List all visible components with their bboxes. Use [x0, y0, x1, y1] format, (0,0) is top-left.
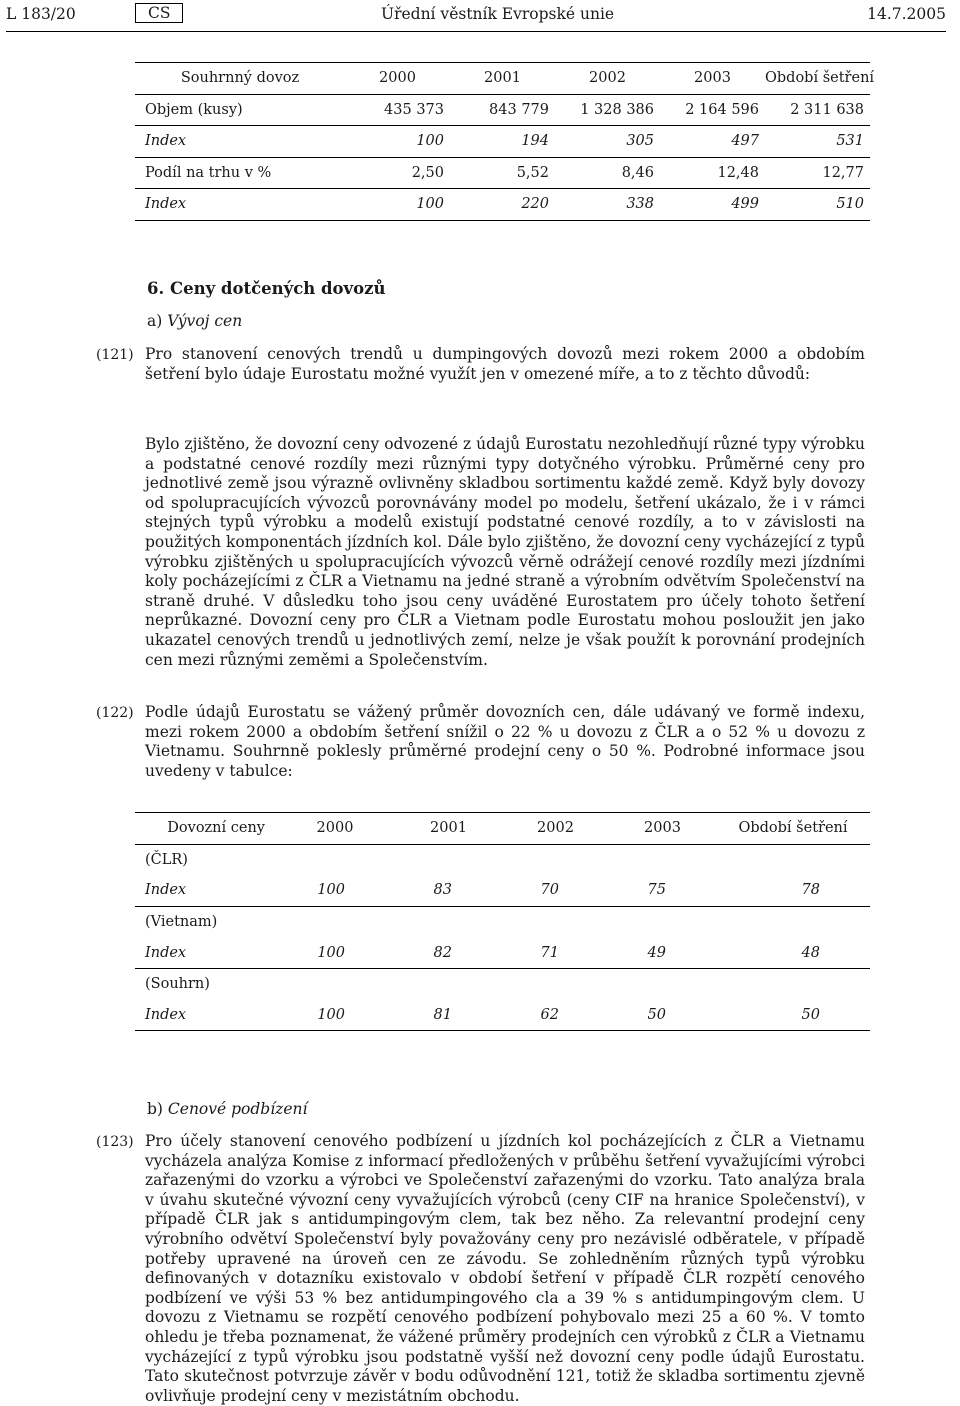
language-code: CS: [135, 3, 183, 23]
column-header: 2001: [395, 813, 502, 845]
table-cell: 338: [555, 189, 660, 221]
table-cell: 50: [609, 1000, 716, 1031]
row-label: Index: [135, 189, 345, 221]
table-cell: 100: [345, 126, 450, 158]
table-row: [135, 157, 870, 189]
column-header: Období šetření: [716, 813, 870, 845]
table-cell: 78: [716, 875, 870, 906]
table-cell: 83: [395, 875, 502, 906]
table-row: [135, 189, 870, 221]
group-row: [135, 906, 870, 937]
column-header: Dovozní ceny: [135, 813, 275, 845]
group-label: (Souhrn): [145, 976, 210, 993]
group-row: [135, 844, 870, 875]
table-cell: 12,77: [765, 157, 870, 189]
subsection-heading-b: [147, 1100, 307, 1118]
paragraph-123: Pro účely stanovení cenového podbízení u jízdních kol pocházejících z ČLR a Vietnamu vycházela analýza Komise z informací předložených v průběhu šetření vyvažujícími výrobci zařazenými do vzorku a výrobci ve Společenství zařazenými do vzorku. Tato analýza brala v úvahu skutečné vývozní ceny vyvažujících výrobců (ceny CIF na hranice Společenství), v případě ČLR jak s antidumpingovým clem, tak bez něho. Za relevantní prodejní ceny výrobního odvětví Společenství byly považovány ceny pro nezávislé odběratele, v případě potřeby upravené na úroveň cen ze závodu. Se zohledněním různých typů výrobku definovaných v dotazníku existovalo v období šetření v případě ČLR rozpětí cenového podbízení ve výši 53 % bez antidumpingového cla a 39 % s antidumpingovým clem. U dovozu z Vietnamu se rozpětí cenového podbízení pohybovalo mezi 25 a 60 %. V tomto ohledu je třeba poznamenat, že vážené průměry prodejních cen výrobků z ČLR a Vietnamu vycházející z typů výrobku jsou podstatně vyšší než dovozní ceny podle údajů Eurostatu. Tato skutečnost potvrzuje závěr v bodu odůvodnění 121, totiž že skladba sortimentu zjevně ovlivňuje prodejní ceny v mezistátním obchodu.: [145, 1132, 865, 1405]
table-row: [135, 1000, 870, 1031]
row-label: Index: [135, 875, 275, 906]
group-row: [135, 968, 870, 999]
group-label: (Vietnam): [145, 914, 218, 931]
table-cell: 70: [502, 875, 609, 906]
paragraph-number: (122): [96, 705, 134, 721]
row-label: Index: [135, 126, 345, 158]
paragraph-122: Podle údajů Eurostatu se vážený průměr dovozních cen, dále udávaný ve formě indexu, mezi rokem 2000 a obdobím šetření snížil o 22 % u dovozu z ČLR a o 52 % u dovozu z Vietnamu. Souhrnně poklesly průměrné prodejní ceny o 50 %. Podrobné informace jsou uvedeny v tabulce:: [145, 703, 865, 780]
table-cell: 531: [765, 126, 870, 158]
paragraph-121-intro: Pro stanovení cenových trendů u dumpingových dovozů mezi rokem 2000 a obdobím šetření bylo údaje Eurostatu možné využít jen v omezené míře, a to z těchto důvodů:: [145, 345, 865, 383]
column-header: 2002: [555, 63, 660, 95]
row-label: Index: [135, 937, 275, 968]
row-label: Podíl na trhu v %: [135, 157, 345, 189]
subsection-letter: b): [147, 1100, 163, 1118]
table-cell: 71: [502, 937, 609, 968]
column-header: 2003: [609, 813, 716, 845]
table-cell: 100: [275, 1000, 395, 1031]
table-cell: 843 779: [450, 94, 555, 126]
table-cell: 62: [502, 1000, 609, 1031]
subsection-letter: a): [147, 312, 163, 330]
table-cell: 499: [660, 189, 765, 221]
table-header-row: [135, 63, 870, 95]
table-row: [135, 937, 870, 968]
table-cell: 435 373: [345, 94, 450, 126]
import-price-table: [135, 812, 870, 1031]
table-cell: 100: [275, 875, 395, 906]
table-cell: 81: [395, 1000, 502, 1031]
section-heading: 6. Ceny dotčených dovozů: [147, 279, 386, 298]
table-row: [135, 126, 870, 158]
table-cell: 5,52: [450, 157, 555, 189]
group-label: (ČLR): [145, 851, 188, 868]
table-cell: 8,46: [555, 157, 660, 189]
column-header: 2002: [502, 813, 609, 845]
column-header: 2000: [345, 63, 450, 95]
header-rule: [6, 31, 946, 32]
table-cell: 50: [716, 1000, 870, 1031]
table-cell: 100: [345, 189, 450, 221]
paragraph-number: (121): [96, 347, 134, 363]
publication-date: 14.7.2005: [867, 5, 946, 23]
column-header: 2003: [660, 63, 765, 95]
table-cell: 220: [450, 189, 555, 221]
import-volume-table: [135, 62, 875, 221]
table-row: [135, 94, 870, 126]
page-reference: L 183/20: [6, 5, 76, 23]
table-cell: 12,48: [660, 157, 765, 189]
table-cell: 49: [609, 937, 716, 968]
table-cell: 2 311 638: [765, 94, 870, 126]
table-cell: 82: [395, 937, 502, 968]
table-cell: 305: [555, 126, 660, 158]
subsection-title: Vývoj cen: [167, 312, 243, 330]
table-cell: 100: [275, 937, 395, 968]
paragraph-number: (123): [96, 1134, 134, 1150]
table-cell: 48: [716, 937, 870, 968]
table-cell: 2,50: [345, 157, 450, 189]
paragraph-121-body: Bylo zjištěno, že dovozní ceny odvozené z údajů Eurostatu nezohledňují různé typy výrobku a podstatné cenové rozdíly mezi různými typy dotyčného výrobku. Průměrné ceny pro jednotlivé země jsou výrazně ovlivněny skladbou sortimentu každé země. Když byly dovozy od spolupracujících vývozců porovnávány model po modelu, šetření ukázalo, že i v rámci stejných typů výrobku a modelů existují podstatné cenové rozdíly, a to v závislosti na použitých komponentách jízdních kol. Dále bylo zjištěno, že dovozní ceny vycházející z typů výrobku zjištěných u spolupracujících vývozců věrně odrážejí cenové rozdíly mezi jízdními koly pocházejícími z ČLR a Vietnamu na jedné straně a výrobním odvětvím Společenství na straně druhé. V důsledku toho jsou ceny uváděné Eurostatem pro účely tohoto šetření neprůkazné. Dovozní ceny pro ČLR a Vietnam podle Eurostatu mohou posloužit jen jako ukazatel cenových trendů u jednotlivých zemí, nelze je však použít k porovnání prodejních cen mezi různými zeměmi a Společenstvím.: [145, 435, 865, 669]
table-cell: 510: [765, 189, 870, 221]
column-header: 2001: [450, 63, 555, 95]
column-header: Souhrnný dovoz: [135, 63, 345, 95]
row-label: Objem (kusy): [135, 94, 345, 126]
subsection-title: Cenové podbízení: [167, 1100, 308, 1118]
table-header-row: [135, 813, 870, 845]
table-cell: 1 328 386: [555, 94, 660, 126]
table-cell: 497: [660, 126, 765, 158]
page-header: [6, 3, 946, 27]
table-cell: 2 164 596: [660, 94, 765, 126]
row-label: Index: [135, 1000, 275, 1031]
table-cell: 75: [609, 875, 716, 906]
journal-title: Úřední věstník Evropské unie: [381, 5, 615, 23]
subsection-heading: [147, 312, 242, 330]
column-header: 2000: [275, 813, 395, 845]
column-header: Období šetření: [765, 63, 870, 95]
table-row: [135, 875, 870, 906]
table-cell: 194: [450, 126, 555, 158]
